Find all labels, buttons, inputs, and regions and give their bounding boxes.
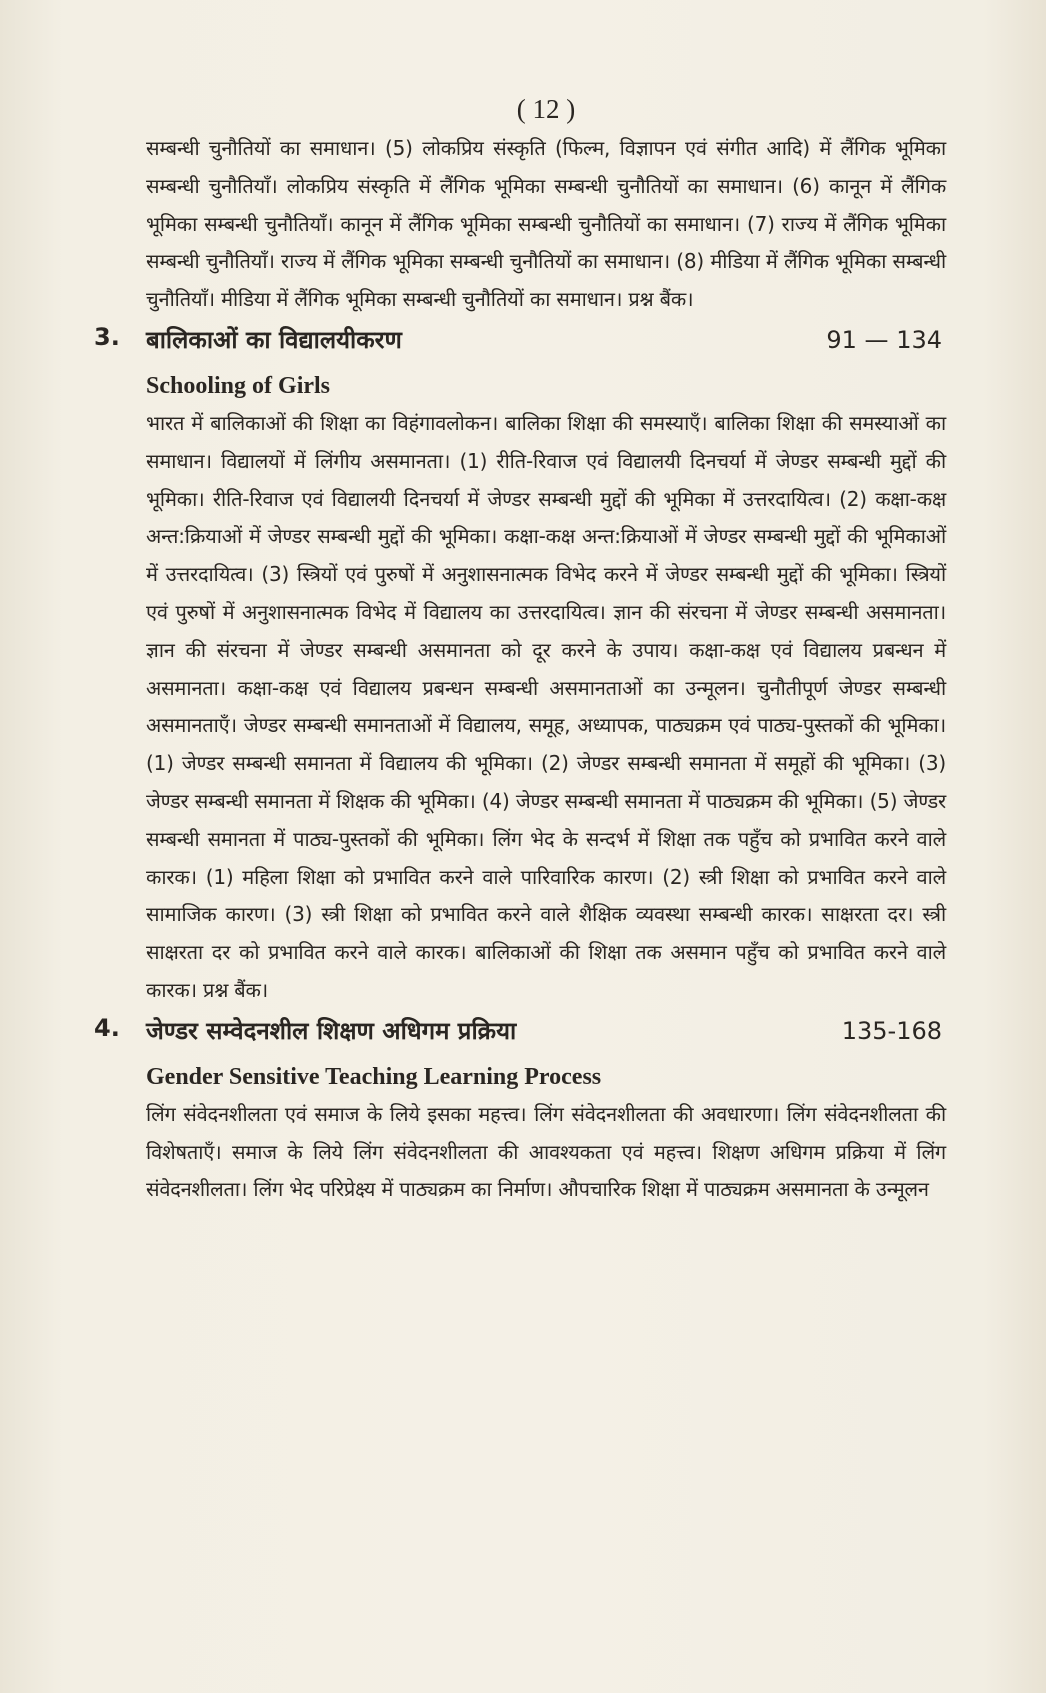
chapter-heading: [94, 322, 946, 367]
chapter-title-english: Gender Sensitive Teaching Learning Process: [146, 1063, 602, 1090]
chapter-page-range: 91 — 134: [826, 325, 942, 354]
page-number: ( 12 ): [516, 94, 576, 124]
chapter-number: 4.: [94, 1013, 120, 1042]
chapter-title-hindi: बालिकाओं का विद्यालयीकरण: [146, 325, 402, 354]
chapter-number: 3.: [94, 322, 120, 351]
chapter-heading: [94, 1013, 946, 1058]
chapter-page-range: 135-168: [841, 1016, 942, 1045]
chapter-title-hindi: जेण्डर सम्वेदनशील शिक्षण अधिगम प्रक्रिया: [146, 1016, 517, 1045]
chapter-body: लिंग संवेदनशीलता एवं समाज के लिये इसका महत्त्व। लिंग संवेदनशीलता की अवधारणा। लिंग संवेदनशीलता की विशेषताएँ। समाज के लिये लिंग संवेदनशीलता की आवश्यकता एवं महत्त्व। शिक्षण अधिगम प्रक्रिया में लिंग संवेदनशीलता। लिंग भेद परिप्रेक्ष्य में पाठ्यक्रम का निर्माण। औपचारिक शिक्षा में पाठ्यक्रम असमानता के उन्मूलन: [146, 1101, 946, 1202]
intro-paragraph: सम्बन्धी चुनौतियों का समाधान। (5) लोकप्रिय संस्कृति (फिल्म, विज्ञापन एवं संगीत आदि) में लैंगिक भूमिका सम्बन्धी चुनौतियाँ। लोकप्रिय संस्कृति में लैंगिक भूमिका सम्बन्धी चुनौतियों का समाधान। (6) कानून में लैंगिक भूमिका सम्बन्धी चुनौतियाँ। कानून में लैंगिक भूमिका सम्बन्धी चुनौतियों का समाधान। (7) राज्य में लैंगिक भूमिका सम्बन्धी चुनौतियाँ। राज्य में लैंगिक भूमिका सम्बन्धी चुनौतियों का समाधान। (8) मीडिया में लैंगिक भूमिका सम्बन्धी चुनौतियाँ। मीडिया में लैंगिक भूमिका सम्बन्धी चुनौतियों का समाधान। प्रश्न बैंक।: [146, 136, 946, 312]
page-content: [94, 92, 946, 1209]
chapter-body: भारत में बालिकाओं की शिक्षा का विहंगावलोकन। बालिका शिक्षा की समस्याएँ। बालिका शिक्षा की समस्याओं का समाधान। विद्यालयों में लिंगीय असमानता। (1) रीति-रिवाज एवं विद्यालयी दिनचर्या में जेण्डर सम्बन्धी मुद्दों की भूमिका। रीति-रिवाज एवं विद्यालयी दिनचर्या में जेण्डर सम्बन्धी मुद्दों की भूमिका में उत्तरदायित्व। (2) कक्षा-कक्ष अन्त:क्रियाओं में जेण्डर सम्बन्धी मुद्दों की भूमिका। कक्षा-कक्ष अन्त:क्रियाओं में जेण्डर सम्बन्धी मुद्दों की भूमिकाओं में उत्तरदायित्व। (3) स्त्रियों एवं पुरुषों में अनुशासनात्मक विभेद करने में जेण्डर सम्बन्धी मुद्दों की भूमिका। स्त्रियों एवं पुरुषों में अनुशासनात्मक विभेद में विद्यालय का उत्तरदायित्व। ज्ञान की संरचना में जेण्डर सम्बन्धी असमानता। ज्ञान की संरचना में जेण्डर सम्बन्धी असमानता को दूर करने के उपाय। कक्षा-कक्ष एवं विद्यालय प्रबन्धन में असमानता। कक्षा-कक्ष एवं विद्यालय प्रबन्धन सम्बन्धी असमानताओं का उन्मूलन। चुनौतीपूर्ण जेण्डर सम्बन्धी असमानताएँ। जेण्डर सम्बन्धी समानताओं में विद्यालय, समूह, अध्यापक, पाठ्यक्रम एवं पाठ्य-पुस्तकों की भूमिका। (1) जेण्डर सम्बन्धी समानता में विद्यालय की भूमिका। (2) जेण्डर सम्बन्धी समानता में समूहों की भूमिका। (3) जेण्डर सम्बन्धी समानता में शिक्षक की भूमिका। (4) जेण्डर सम्बन्धी समानता में पाठ्यक्रम की भूमिका। (5) जेण्डर सम्बन्धी समानता में पाठ्य-पुस्तकों की भूमिका। लिंग भेद के सन्दर्भ में शिक्षा तक पहुँच को प्रभावित करने वाले कारक। (1) महिला शिक्षा को प्रभावित करने वाले पारिवारिक कारण। (2) स्त्री शिक्षा को प्रभावित करने वाले सामाजिक कारण। (3) स्त्री शिक्षा को प्रभावित करने वाले शैक्षिक व्यवस्था सम्बन्धी कारक। साक्षरता दर। स्त्री साक्षरता दर को प्रभावित करने वाले कारक। बालिकाओं की शिक्षा तक असमान पहुँच को प्रभावित करने वाले कारक। प्रश्न बैंक।: [146, 410, 946, 1002]
chapter-title-english: Schooling of Girls: [146, 372, 331, 399]
